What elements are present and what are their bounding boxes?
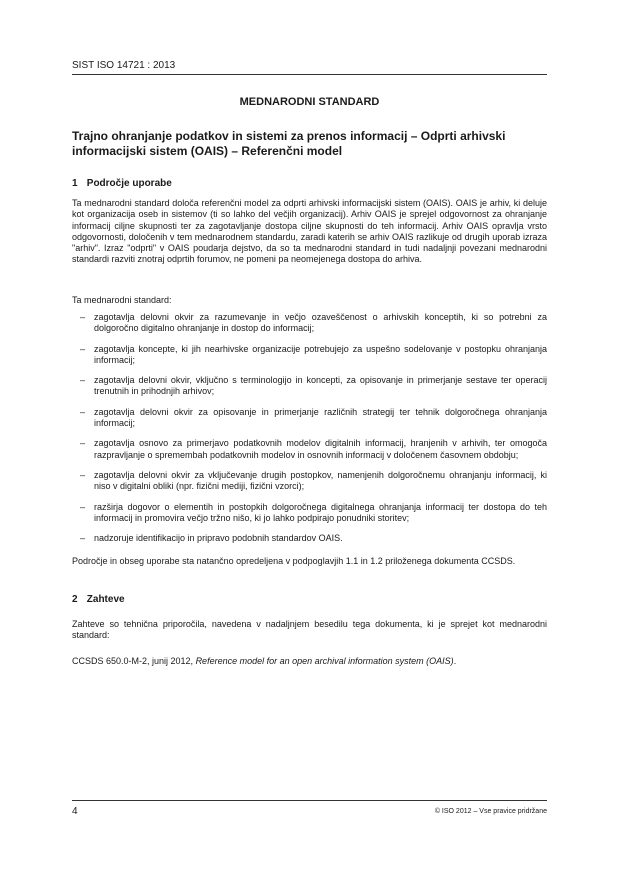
list-item: – zagotavlja delovni okvir za razumevanje in večjo ozaveščenost o arhivskih konceptih, ki so potrebni za dolgoročno digitalno ohranjanje in dostop do informacij;: [80, 312, 547, 334]
list-item: – razširja dogovor o elementih in postopkih dolgoročnega digitalnega ohranjanja informacij ter dostopa do teh informacij in promovira večjo tržno nišo, ki jo lahko podpirajo ponudniki storitev;: [80, 501, 547, 523]
section-2-title: Zahteve: [86, 594, 125, 605]
list-intro: Ta mednarodni standard:: [72, 295, 172, 305]
page-number: 4: [72, 806, 78, 817]
section-1-closing: Področje in obseg uporabe sta natančno opredeljena v podpoglavjih 1.1 in 1.2 priloženega dokumenta CCSDS.: [72, 556, 516, 566]
list-item: – zagotavlja delovni okvir, vključno s terminologijo in koncepti, za opisovanje in primerjanje sestave ter operacij trenutnih in prihodnjih arhivov;: [80, 375, 547, 397]
running-header: SIST ISO 14721 : 2013: [72, 60, 176, 71]
section-1-intro: Ta mednarodni standard določa referenčni model za odprti arhivski informacijski sistem (OAIS). OAIS je arhiv, ki deluje kot organizacija oseb in sistemov (ti so lahko del večjih organizacij). Arhiv OAIS je sprejel odgovornost za ohranjanje informacij ciljne skupnosti ter za zagotavljanje dostopa ciljne skupnosti do teh informacij. Arhiv OAIS opravlja vrsto odgovornosti, določenih v tem mednarodnem standardu, zaradi katerih se arhiv OAIS razlikuje od drugih uporab izraza "arhiv". Izraz "odprti" v OAIS poudarja dejstvo, da so ta mednarodni standard in tudi nadaljnji povezani mednarodni standardi razviti znotraj odprtih forumov, ne pomeni pa neomejenega dostopa do arhiva.: [72, 198, 547, 265]
document-title: Trajno ohranjanje podatkov in sistemi za prenos informacij – Odprti arhivski informacijski sistem (OAIS) – Referenčni model: [72, 129, 506, 158]
list-item: – zagotavlja koncepte, ki jih nearhivske organizacije potrebujejo za uspešno sodelovanje v postopku ohranjanja informacij;: [80, 343, 547, 365]
list-item: – zagotavlja delovni okvir za vključevanje drugih postopkov, namenjenih dolgoročnemu ohranjanju informacij, ki niso v digitalni obliki (npr. fizični mediji, fizični vzorci);: [80, 469, 547, 492]
copyright-notice: © ISO 2012 – Vse pravice pridržane: [434, 808, 547, 815]
list-item: – nadzoruje identifikacijo in pripravo podobnih standardov OAIS.: [80, 533, 343, 544]
section-1-heading: [72, 178, 172, 189]
standard-title: MEDNARODNI STANDARD: [239, 96, 380, 108]
scope-list: [72, 312, 547, 553]
section-2-heading: [72, 594, 125, 605]
normative-reference: CCSDS 650.0-M-2, junij 2012, Reference model for an open archival information system (OAIS).: [72, 656, 457, 666]
section-2-text: Zahteve so tehnična priporočila, navedena v nadaljnjem besedilu tega dokumenta, ki je sprejet kot mednarodni standard:: [72, 619, 547, 641]
section-2-number: 2: [72, 594, 78, 605]
reference-title: Reference model for an open archival information system (OAIS): [195, 656, 454, 666]
section-1-title: Področje uporabe: [86, 178, 172, 189]
section-1-number: 1: [72, 178, 78, 189]
footer-rule: [72, 800, 547, 801]
header-rule: [72, 74, 547, 75]
list-item: – zagotavlja osnovo za primerjavo podatkovnih modelov digitalnih informacij, hranjenih v arhivih, ter omogoča razpravljanje o spremembah podatkovnih modelov in osnovnih informacij v določenem časovnem obdobju;: [80, 438, 547, 460]
list-item: – zagotavlja delovni okvir za opisovanje in primerjanje različnih strategij ter tehnik dolgoročnega ohranjanja informacij;: [80, 406, 547, 429]
